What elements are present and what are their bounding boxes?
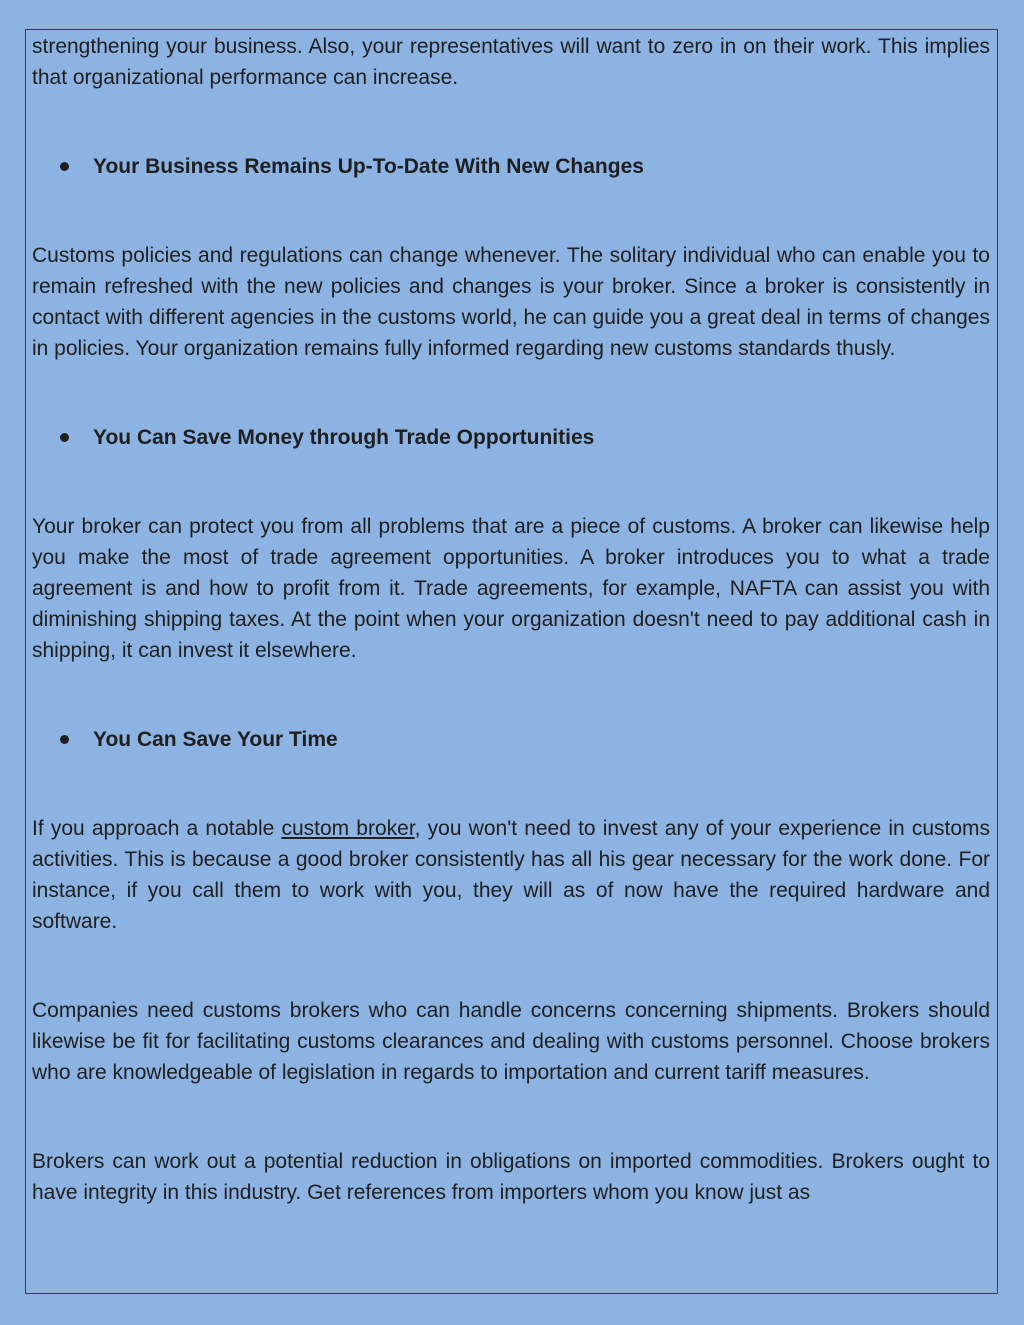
section-heading-save-money bbox=[60, 422, 990, 453]
paragraph-trade-opportunities: Your broker can protect you from all problems that are a piece of customs. A broker can likewise help you make the most of trade agreement opportunities. A broker introduces you to what a trade agreement is and how to profit from it. Trade agreements, for example, NAFTA can assist you with diminishing shipping taxes. At the point when your organization doesn't need to pay additional cash in shipping, it can invest it elsewhere. bbox=[32, 515, 990, 662]
document-body bbox=[32, 31, 990, 1208]
paragraph-companies-need: Companies need customs brokers who can handle concerns concerning shipments. Brokers should likewise be fit for facilitating customs clearances and dealing with customs personnel. Choose brokers who are knowledgeable of legislation in regards to importation and current tariff measures. bbox=[32, 999, 990, 1084]
heading-text: You Can Save Your Time bbox=[93, 728, 338, 751]
heading-text: Your Business Remains Up-To-Date With New Changes bbox=[93, 155, 644, 178]
intro-paragraph: strengthening your business. Also, your representatives will want to zero in on their work. This implies that organizational performance can increase. bbox=[32, 35, 990, 89]
paragraph-save-time bbox=[32, 813, 990, 937]
custom-broker-link[interactable]: custom broker bbox=[281, 817, 415, 840]
paragraph-text-start: If you approach a notable bbox=[32, 817, 282, 840]
section-heading-save-time bbox=[60, 724, 990, 755]
paragraph-brokers-reduction: Brokers can work out a potential reduction in obligations on imported commodities. Brokers ought to have integrity in this industry. Get references from importers whom you know just as bbox=[32, 1150, 990, 1204]
section-heading-up-to-date bbox=[60, 151, 990, 182]
paragraph-customs-policies: Customs policies and regulations can change whenever. The solitary individual who can enable you to remain refreshed with the new policies and changes is your broker. Since a broker is consistently in contact with different agencies in the customs world, he can guide you a great deal in terms of changes in policies. Your organization remains fully informed regarding new customs standards thusly. bbox=[32, 244, 990, 360]
bullet-icon bbox=[60, 433, 69, 442]
bullet-icon bbox=[60, 162, 69, 171]
bullet-icon bbox=[60, 735, 69, 744]
heading-text: You Can Save Money through Trade Opportunities bbox=[93, 426, 595, 449]
paragraph-text-end: , you won't need to invest any of your experience in customs activities. This is because a good broker consistently has all his gear necessary for the work done. For instance, if you call them to work with you, they will as of now have the required hardware and software. bbox=[32, 817, 991, 933]
